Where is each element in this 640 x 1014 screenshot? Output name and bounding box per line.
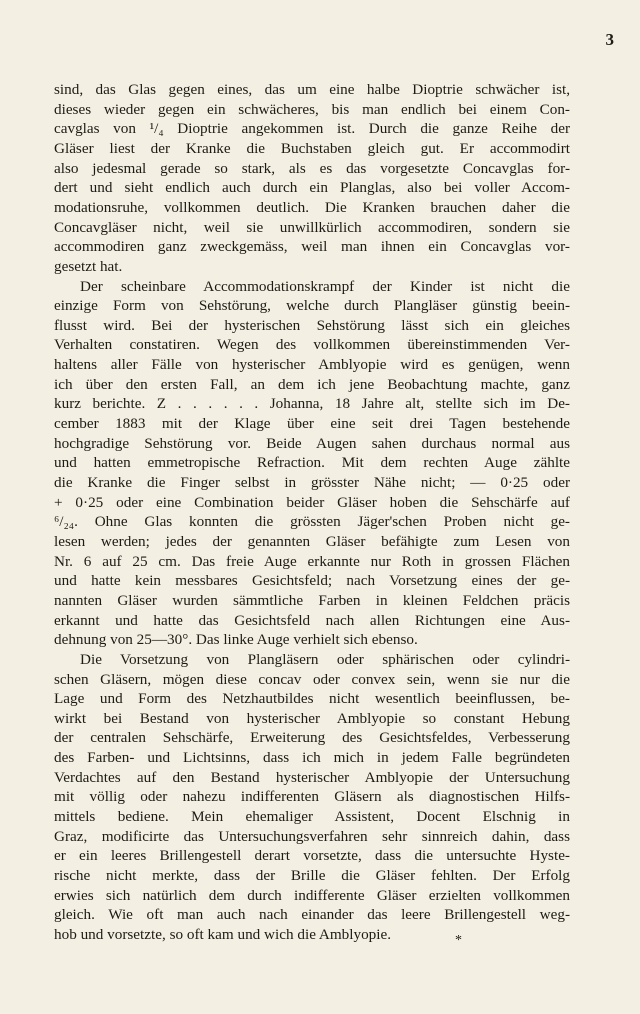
text-line: der centralen Sehschärfe, Erweiterung des Gesichtsfeldes, Verbesserung (54, 729, 570, 747)
text-line: Der scheinbare Accommodationskrampf der Kinder ist nicht die (80, 277, 570, 295)
text-line: einzige Form von Sehstörung, welche durch Plangläser günstig beein- (54, 297, 570, 315)
text-line: Nr. 6 auf 25 cm. Das freie Auge erkannte nur Roth in grossen Flächen (54, 552, 570, 570)
text-line: accommodiren ganz zweckgemäss, weil man ihnen ein Concavglas vor- (54, 238, 570, 256)
text-line: gesetzt hat. (54, 257, 123, 275)
text-line: Verhalten constatiren. Wegen des vollkommen übereinstimmenden Ver- (54, 336, 570, 354)
text-line: Concavgläser nicht, weil sie unwillkürlich accommodiren, sondern sie (54, 218, 570, 236)
text-line: mit völlig oder nahezu indifferenten Gläsern als diagnostischen Hilfs- (54, 788, 570, 806)
text-line: rische nicht merkte, dass der Brille die Gläser fehlten. Der Erfolg (54, 867, 570, 884)
text-line: nannten Gläser wurden sämmtliche Farben in kleinen Feldchen präcis (54, 591, 570, 609)
text-line: modationsruhe, vollkommen deutlich. Die Kranken brauchen daher die (54, 198, 570, 216)
text-line: cavglas von ¹/₄ Dioptrie angekommen ist. Durch die ganze Reihe der (54, 120, 570, 138)
text-line: flusst wird. Bei der hysterischen Sehstörung lässt sich ein gleiches (54, 316, 570, 334)
text-line: Lage und Form des Netzhautbildes nicht wesentlich beeinflussen, be- (54, 690, 570, 708)
text-line: ⁶/₂₄. Ohne Glas konnten die grössten Jäger'schen Proben nicht ge- (54, 513, 570, 531)
page-number: 3 (605, 30, 614, 49)
text-line: haltens aller Fälle von hysterischer Amblyopie wird es genügen, wenn (54, 356, 570, 374)
text-line: und hatten emmetropische Refraction. Mit dem rechten Auge zählte (54, 454, 570, 472)
text-line: sind, das Glas gegen eines, das um eine halbe Dioptrie schwächer ist, (54, 81, 570, 98)
text-line: erwies sich natürlich dem durch indifferente Gläser erzielten vollkommen (54, 886, 570, 904)
text-line: dert und sieht endlich auch durch ein Planglas, also bei voller Accom- (54, 179, 570, 197)
text-line: Gläser liest der Kranke die Buchstaben gleich gut. Er accommodirt (54, 139, 570, 157)
text-line: Verdachtes auf den Bestand hysterischer Amblyopie der Untersuchung (54, 768, 570, 786)
text-line: erkannt und hatte das Gesichtsfeld nach allen Richtungen eine Aus- (54, 611, 570, 629)
text-line: + 0·25 oder eine Combination beider Gläser hoben die Sehschärfe auf (54, 493, 570, 511)
text-line: wirkt bei Bestand von hysterischer Amblyopie so constant Hebung (54, 709, 570, 727)
text-line: cember 1883 mit der Klage über eine seit drei Tagen bestehende (54, 415, 570, 433)
text-line: des Farben- und Lichtsinns, dass ich mich in jedem Falle begründeten (54, 749, 570, 767)
text-line: also jedesmal gerade so stark, als es das vorgesetzte Concavglas for- (54, 159, 570, 177)
signature-mark: * (455, 933, 462, 948)
text-line: hochgradige Sehstörung vor. Beide Augen sahen durchaus normal aus (54, 434, 570, 452)
text-line: er ein leeres Brillengestell derart vorsetzte, dass die untersuchte Hyste- (54, 847, 570, 865)
text-line: gleich. Wie oft man auch nach einander das leere Brillengestell weg- (54, 906, 570, 924)
text-line: schen Gläsern, mögen diese concav oder convex sein, wenn sie nur die (54, 670, 570, 688)
text-line: Die Vorsetzung von Plangläsern oder sphärischen oder cylindri- (80, 650, 570, 668)
text-line: lesen werden; jedes der genannten Gläser befähigte zum Lesen von (54, 532, 570, 550)
text-line: dieses wieder gegen ein schwächeres, bis man endlich bei einem Con- (54, 100, 570, 118)
text-line: dehnung von 25—30°. Das linke Auge verhielt sich ebenso. (54, 631, 418, 649)
text-line: die Kranke die Finger selbst in grösster Nähe nicht; — 0·25 oder (54, 474, 570, 491)
text-line: kurz berichte. Z . . . . . . Johanna, 18 Jahre alt, stellte sich im De- (54, 395, 570, 413)
text-line: und hatte kein messbares Gesichtsfeld; nach Vorsetzung eines der ge- (54, 572, 570, 590)
text-line: mittels bediene. Mein ehemaliger Assistent, Docent Elschnig in (54, 808, 570, 826)
text-line: ich über den ersten Fall, an dem ich jene Beobachtung machte, ganz (54, 375, 570, 393)
text-line: hob und vorsetzte, so oft kam und wich die Amblyopie. (54, 925, 392, 943)
text-line: Graz, modificirte das Untersuchungsverfahren sehr sinnreich dahin, dass (54, 827, 570, 845)
